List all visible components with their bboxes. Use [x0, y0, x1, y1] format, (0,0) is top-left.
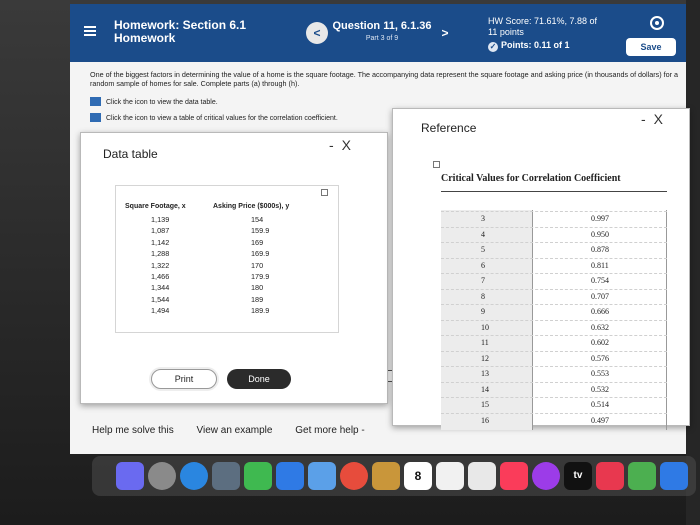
- square-footage-cell: 1,139: [151, 215, 170, 224]
- question-points: [488, 40, 570, 52]
- critical-value-cell: 0.632: [591, 322, 609, 332]
- homework-title: [114, 19, 246, 45]
- critical-value-cell: 0.497: [591, 415, 609, 425]
- notes-icon[interactable]: [468, 462, 496, 490]
- row-divider: [441, 242, 667, 243]
- data-table-link[interactable]: [90, 97, 218, 106]
- row-divider: [441, 335, 667, 336]
- tv-icon[interactable]: tv: [564, 462, 592, 490]
- points-text: Points: 0.11 of 1: [501, 40, 570, 50]
- critical-value-cell: 0.707: [591, 291, 609, 301]
- critical-value-cell: 0.576: [591, 353, 609, 363]
- calendar-icon[interactable]: 8: [404, 462, 432, 490]
- gear-icon[interactable]: [650, 16, 664, 30]
- n-cell: 10: [481, 322, 489, 332]
- print-button[interactable]: Print: [151, 369, 217, 389]
- question-title: Question 11, 6.1.36: [332, 20, 432, 32]
- photos-app-icon[interactable]: [212, 462, 240, 490]
- n-cell: 16: [481, 415, 489, 425]
- critical-value-cell: 0.532: [591, 384, 609, 394]
- close-button[interactable]: X: [653, 111, 671, 127]
- asking-price-cell: 159.9: [251, 226, 270, 236]
- row-divider: [441, 413, 667, 414]
- row-divider: [441, 366, 667, 367]
- asking-price-cell: 189: [251, 294, 264, 304]
- save-button[interactable]: Save: [626, 38, 676, 56]
- safari-icon[interactable]: [180, 462, 208, 490]
- view-example-link[interactable]: View an example: [196, 425, 273, 436]
- table-icon[interactable]: [90, 97, 101, 106]
- podcasts-icon[interactable]: [532, 462, 560, 490]
- mail-icon[interactable]: [276, 462, 304, 490]
- homework-subtitle-text: Homework: [114, 31, 176, 45]
- done-button[interactable]: Done: [227, 369, 291, 389]
- critical-value-cell: 0.950: [591, 229, 609, 239]
- homework-title-text: Homework: Section 6.1: [114, 18, 247, 32]
- hw-points-total: 11 points: [488, 27, 524, 37]
- row-divider: [441, 382, 667, 383]
- photos-icon[interactable]: [340, 462, 368, 490]
- square-footage-cell: 1,087: [151, 226, 170, 236]
- hw-score: [488, 16, 597, 38]
- n-cell: 3: [481, 214, 485, 223]
- previous-question-button[interactable]: <: [306, 22, 328, 44]
- n-cell: 7: [481, 276, 485, 285]
- maps-icon[interactable]: [308, 462, 336, 490]
- contacts-icon[interactable]: [372, 462, 400, 490]
- n-cell: 9: [481, 307, 485, 316]
- asking-price-cell: 170: [251, 260, 264, 270]
- dock: [92, 456, 696, 496]
- n-cell: 8: [481, 291, 485, 301]
- square-footage-cell: 1,288: [151, 249, 170, 259]
- critical-value-cell: 0.997: [591, 214, 609, 223]
- critical-value-cell: 0.754: [591, 276, 609, 285]
- numbers-icon[interactable]: [628, 462, 656, 490]
- square-footage-cell: 1,544: [151, 294, 170, 304]
- n-cell: 13: [481, 369, 489, 378]
- close-button[interactable]: X: [341, 137, 359, 153]
- critical-value-cell: 0.553: [591, 369, 609, 378]
- minimize-button[interactable]: -: [640, 111, 654, 127]
- critical-values-link[interactable]: [90, 113, 338, 122]
- check-circle-icon: ✓: [489, 42, 497, 51]
- copy-icon[interactable]: [433, 161, 440, 168]
- messages-icon[interactable]: [244, 462, 272, 490]
- critical-value-cell: 0.666: [591, 307, 609, 316]
- asking-price-cell: 169.9: [251, 249, 270, 259]
- n-cell: 4: [481, 229, 485, 239]
- asking-price-cell: 180: [251, 283, 264, 293]
- row-divider: [441, 289, 667, 290]
- n-cell: 5: [481, 245, 485, 254]
- square-footage-cell: 1,142: [151, 237, 170, 247]
- question-text: One of the biggest factors in determining the value of a home is the square footage. The accompanying data represent the square footage and asking price (in thousands of dollars) for a random sample of homes for sale. Complete parts (a) through (h).: [90, 70, 679, 88]
- asking-price-cell: 169: [251, 237, 264, 247]
- row-divider: [441, 258, 667, 259]
- data-table-title: Data table: [103, 147, 158, 161]
- n-cell: 15: [481, 400, 489, 409]
- data-table-window: [80, 132, 388, 404]
- top-bar: [70, 4, 686, 62]
- app-store-icon[interactable]: [660, 462, 688, 490]
- column-header-x: Square Footage, x: [125, 203, 186, 210]
- square-footage-cell: 1,466: [151, 272, 170, 281]
- n-cell: 12: [481, 353, 489, 363]
- critical-values-heading: Critical Values for Correlation Coefficient: [441, 173, 621, 184]
- question-part: Part 3 of 9: [365, 35, 399, 42]
- help-me-solve-link[interactable]: Help me solve this: [92, 425, 174, 436]
- n-cell: 14: [481, 384, 489, 394]
- n-cell: 11: [481, 338, 489, 347]
- music-icon[interactable]: [500, 462, 528, 490]
- news-icon[interactable]: [596, 462, 624, 490]
- column-header-y: Asking Price ($000s), y: [213, 203, 290, 210]
- critical-value-cell: 0.811: [591, 260, 609, 270]
- critical-value-cell: 0.514: [591, 400, 609, 409]
- row-divider: [441, 304, 667, 305]
- copy-icon[interactable]: [321, 189, 328, 196]
- square-footage-cell: 1,322: [151, 260, 170, 270]
- data-table-link-text: Click the icon to view the data table.: [106, 99, 218, 106]
- hw-score-text: HW Score: 71.61%, 7.88 of: [488, 16, 598, 26]
- asking-price-cell: 179.9: [251, 272, 270, 281]
- row-divider: [441, 273, 667, 274]
- reference-window: [392, 108, 690, 426]
- table-icon[interactable]: [90, 113, 101, 122]
- finder-icon[interactable]: [116, 462, 144, 490]
- minimize-button[interactable]: -: [328, 137, 342, 153]
- get-more-help-link[interactable]: Get more help -: [295, 425, 365, 436]
- row-divider: [441, 320, 667, 321]
- row-divider: [441, 227, 667, 228]
- n-cell: 6: [481, 260, 485, 270]
- critical-values-table: [441, 191, 667, 427]
- help-bar: [92, 425, 385, 436]
- row-divider: [441, 211, 667, 212]
- critical-value-cell: 0.602: [591, 338, 609, 347]
- hamburger-menu-icon[interactable]: [84, 26, 96, 36]
- row-divider: [441, 397, 667, 398]
- square-footage-cell: 1,344: [151, 283, 170, 293]
- data-window-controls: [329, 137, 359, 153]
- reminders-icon[interactable]: [436, 462, 464, 490]
- critical-values-link-text: Click the icon to view a table of critical values for the correlation coefficient.: [106, 115, 338, 122]
- reference-title: Reference: [421, 121, 477, 135]
- row-divider: [441, 351, 667, 352]
- asking-price-cell: 154: [251, 215, 264, 224]
- launchpad-icon[interactable]: [148, 462, 176, 490]
- asking-price-cell: 189.9: [251, 306, 270, 316]
- next-question-button[interactable]: >: [441, 26, 449, 40]
- square-footage-cell: 1,494: [151, 306, 170, 316]
- critical-value-cell: 0.878: [591, 245, 609, 254]
- reference-window-controls: [641, 111, 671, 127]
